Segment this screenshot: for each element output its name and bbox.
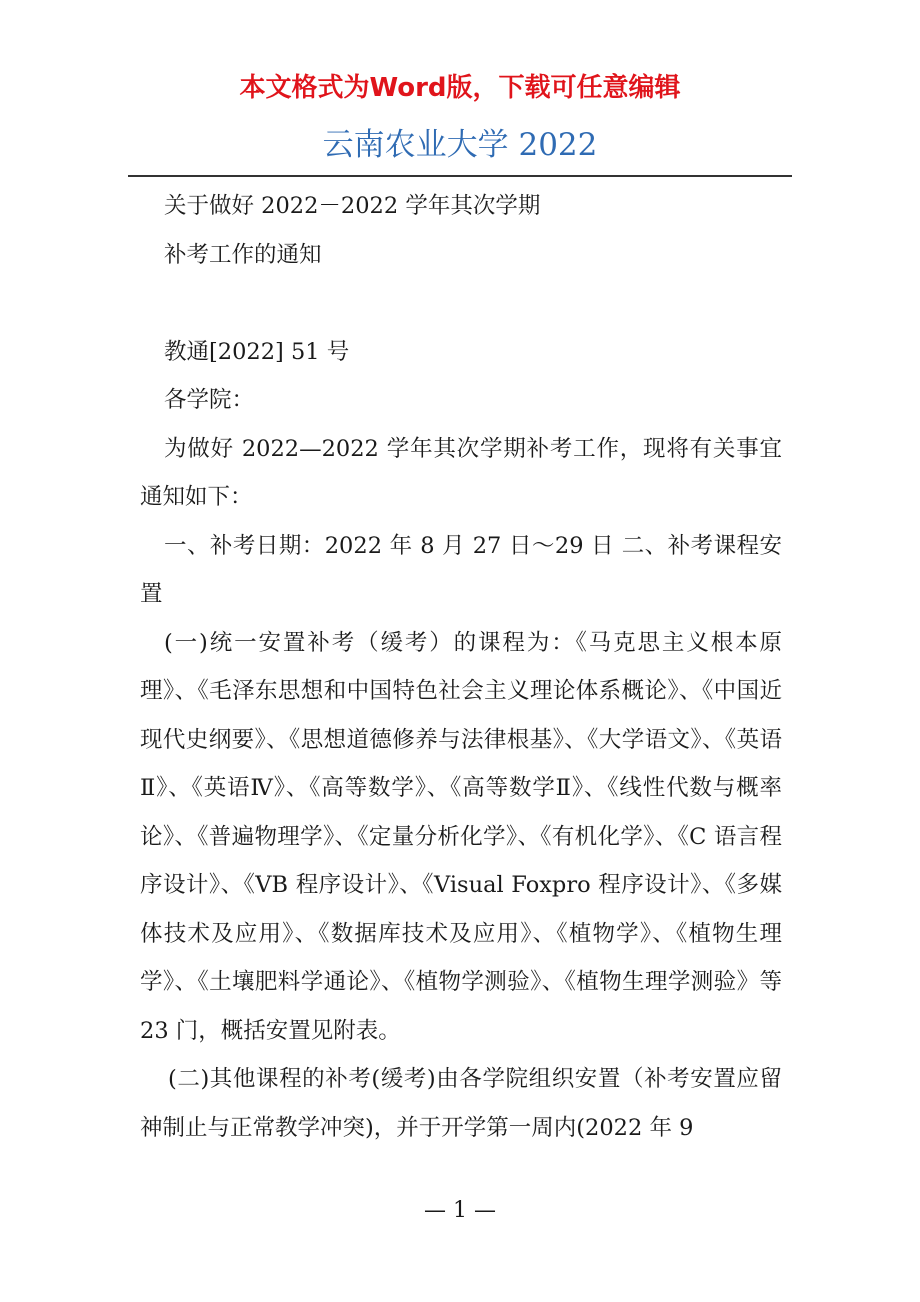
doc-title-line-2: 补考工作的通知 <box>164 241 322 268</box>
doc-title-line-1: 关于做好 2022－2022 学年其次学期 <box>164 193 541 219</box>
item-1-paragraph: (一)统一安置补考（缓考）的课程为：《马克思主义根本原理》、《毛泽东思想和中国特色社会主义理论体系概论》、《中国近现代史纲要》、《思想道德修养与法律根基》、《大学语文》、《英语Ⅱ》、《英语Ⅳ》、《高等数学》、《高等数学Ⅱ》、《线性代数与概率论》、《普遍物理学》、《定量分析化学》、《有机化学》、《C 语言程序设计》、《VB 程序设计》、《Visual Foxpro 程序设计》、《多媒体技术及应用》、《数据库技术及应用》、《植物学》、《植物生理学》、《土壤肥料学通论》、《植物学测验》、《植物生理学测验》等 23 门，概括安置见附表。 <box>140 629 782 1044</box>
header-title: 云南农业大学 2022 <box>322 127 598 163</box>
download-banner: 本文格式为Word版，下载可任意编辑 <box>239 73 681 103</box>
intro-paragraph: 为做好 2022—2022 学年其次学期补考工作，现将有关事宜通知如下： <box>140 435 782 510</box>
document-body <box>140 182 782 1152</box>
salutation: 各学院： <box>164 387 255 413</box>
page-number: — 1 — <box>424 1198 496 1223</box>
section-1-paragraph: 一、补考日期：2022 年 8 月 27 日～29 日 二、补考课程安置 <box>140 532 782 607</box>
doc-number: 教通[2022] 51 号 <box>164 338 350 365</box>
blank-line <box>140 279 782 328</box>
header-divider <box>128 175 792 177</box>
item-2-paragraph: (二)其他课程的补考(缓考)由各学院组织安置（补考安置应留神制止与正常教学冲突)，并于开学第一周内(2022 年 9 <box>140 1066 782 1141</box>
